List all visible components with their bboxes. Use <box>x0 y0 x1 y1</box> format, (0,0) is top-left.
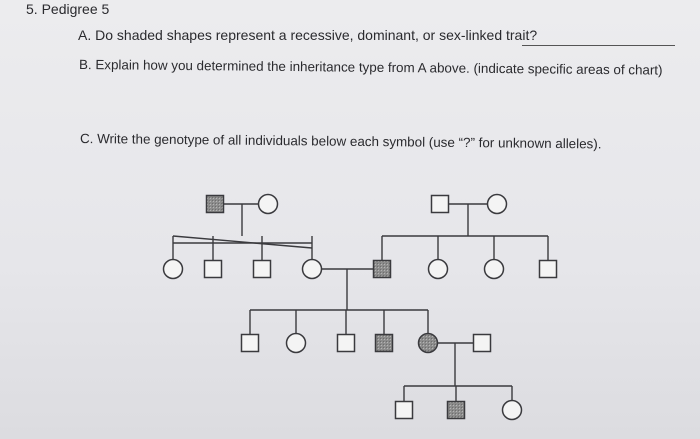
female-circle-generation-4-3 <box>503 401 522 420</box>
female-circle-generation-1-2 <box>259 195 278 214</box>
question-b: B. Explain how you determined the inheritance type from A above. (indicate specific areas of chart) <box>78 57 663 78</box>
question-title: 5. Pedigree 5 <box>26 1 110 17</box>
sibship-line <box>173 236 312 248</box>
pedigree-lines <box>173 204 548 410</box>
affected-female-circle-generation-3-5 <box>419 334 438 353</box>
affected-male-square-generation-1-1 <box>207 196 224 213</box>
male-square-generation-3-6 <box>474 335 491 352</box>
female-circle-generation-2-1 <box>164 260 183 279</box>
affected-male-square-generation-3-4 <box>376 335 393 352</box>
question-c: C. Write the genotype of all individuals below each symbol (use “?” for unknown alleles). <box>79 131 602 152</box>
female-circle-generation-2-4 <box>303 260 322 279</box>
male-square-generation-1-3 <box>432 196 449 213</box>
male-square-generation-3-3 <box>338 335 355 352</box>
male-square-generation-3-1 <box>242 335 259 352</box>
female-circle-generation-3-2 <box>287 334 306 353</box>
female-circle-generation-1-4 <box>488 195 507 214</box>
affected-male-square-generation-2-5 <box>374 261 391 278</box>
male-square-generation-2-3 <box>254 261 271 278</box>
male-square-generation-4-1 <box>396 402 413 419</box>
male-square-generation-2-8 <box>540 261 557 278</box>
question-a: A. Do shaded shapes represent a recessive, dominant, or sex-linked trait? <box>78 27 538 43</box>
affected-male-square-generation-4-2 <box>448 402 465 419</box>
male-square-generation-2-2 <box>205 261 222 278</box>
female-circle-generation-2-6 <box>429 260 448 279</box>
female-circle-generation-2-7 <box>485 260 504 279</box>
